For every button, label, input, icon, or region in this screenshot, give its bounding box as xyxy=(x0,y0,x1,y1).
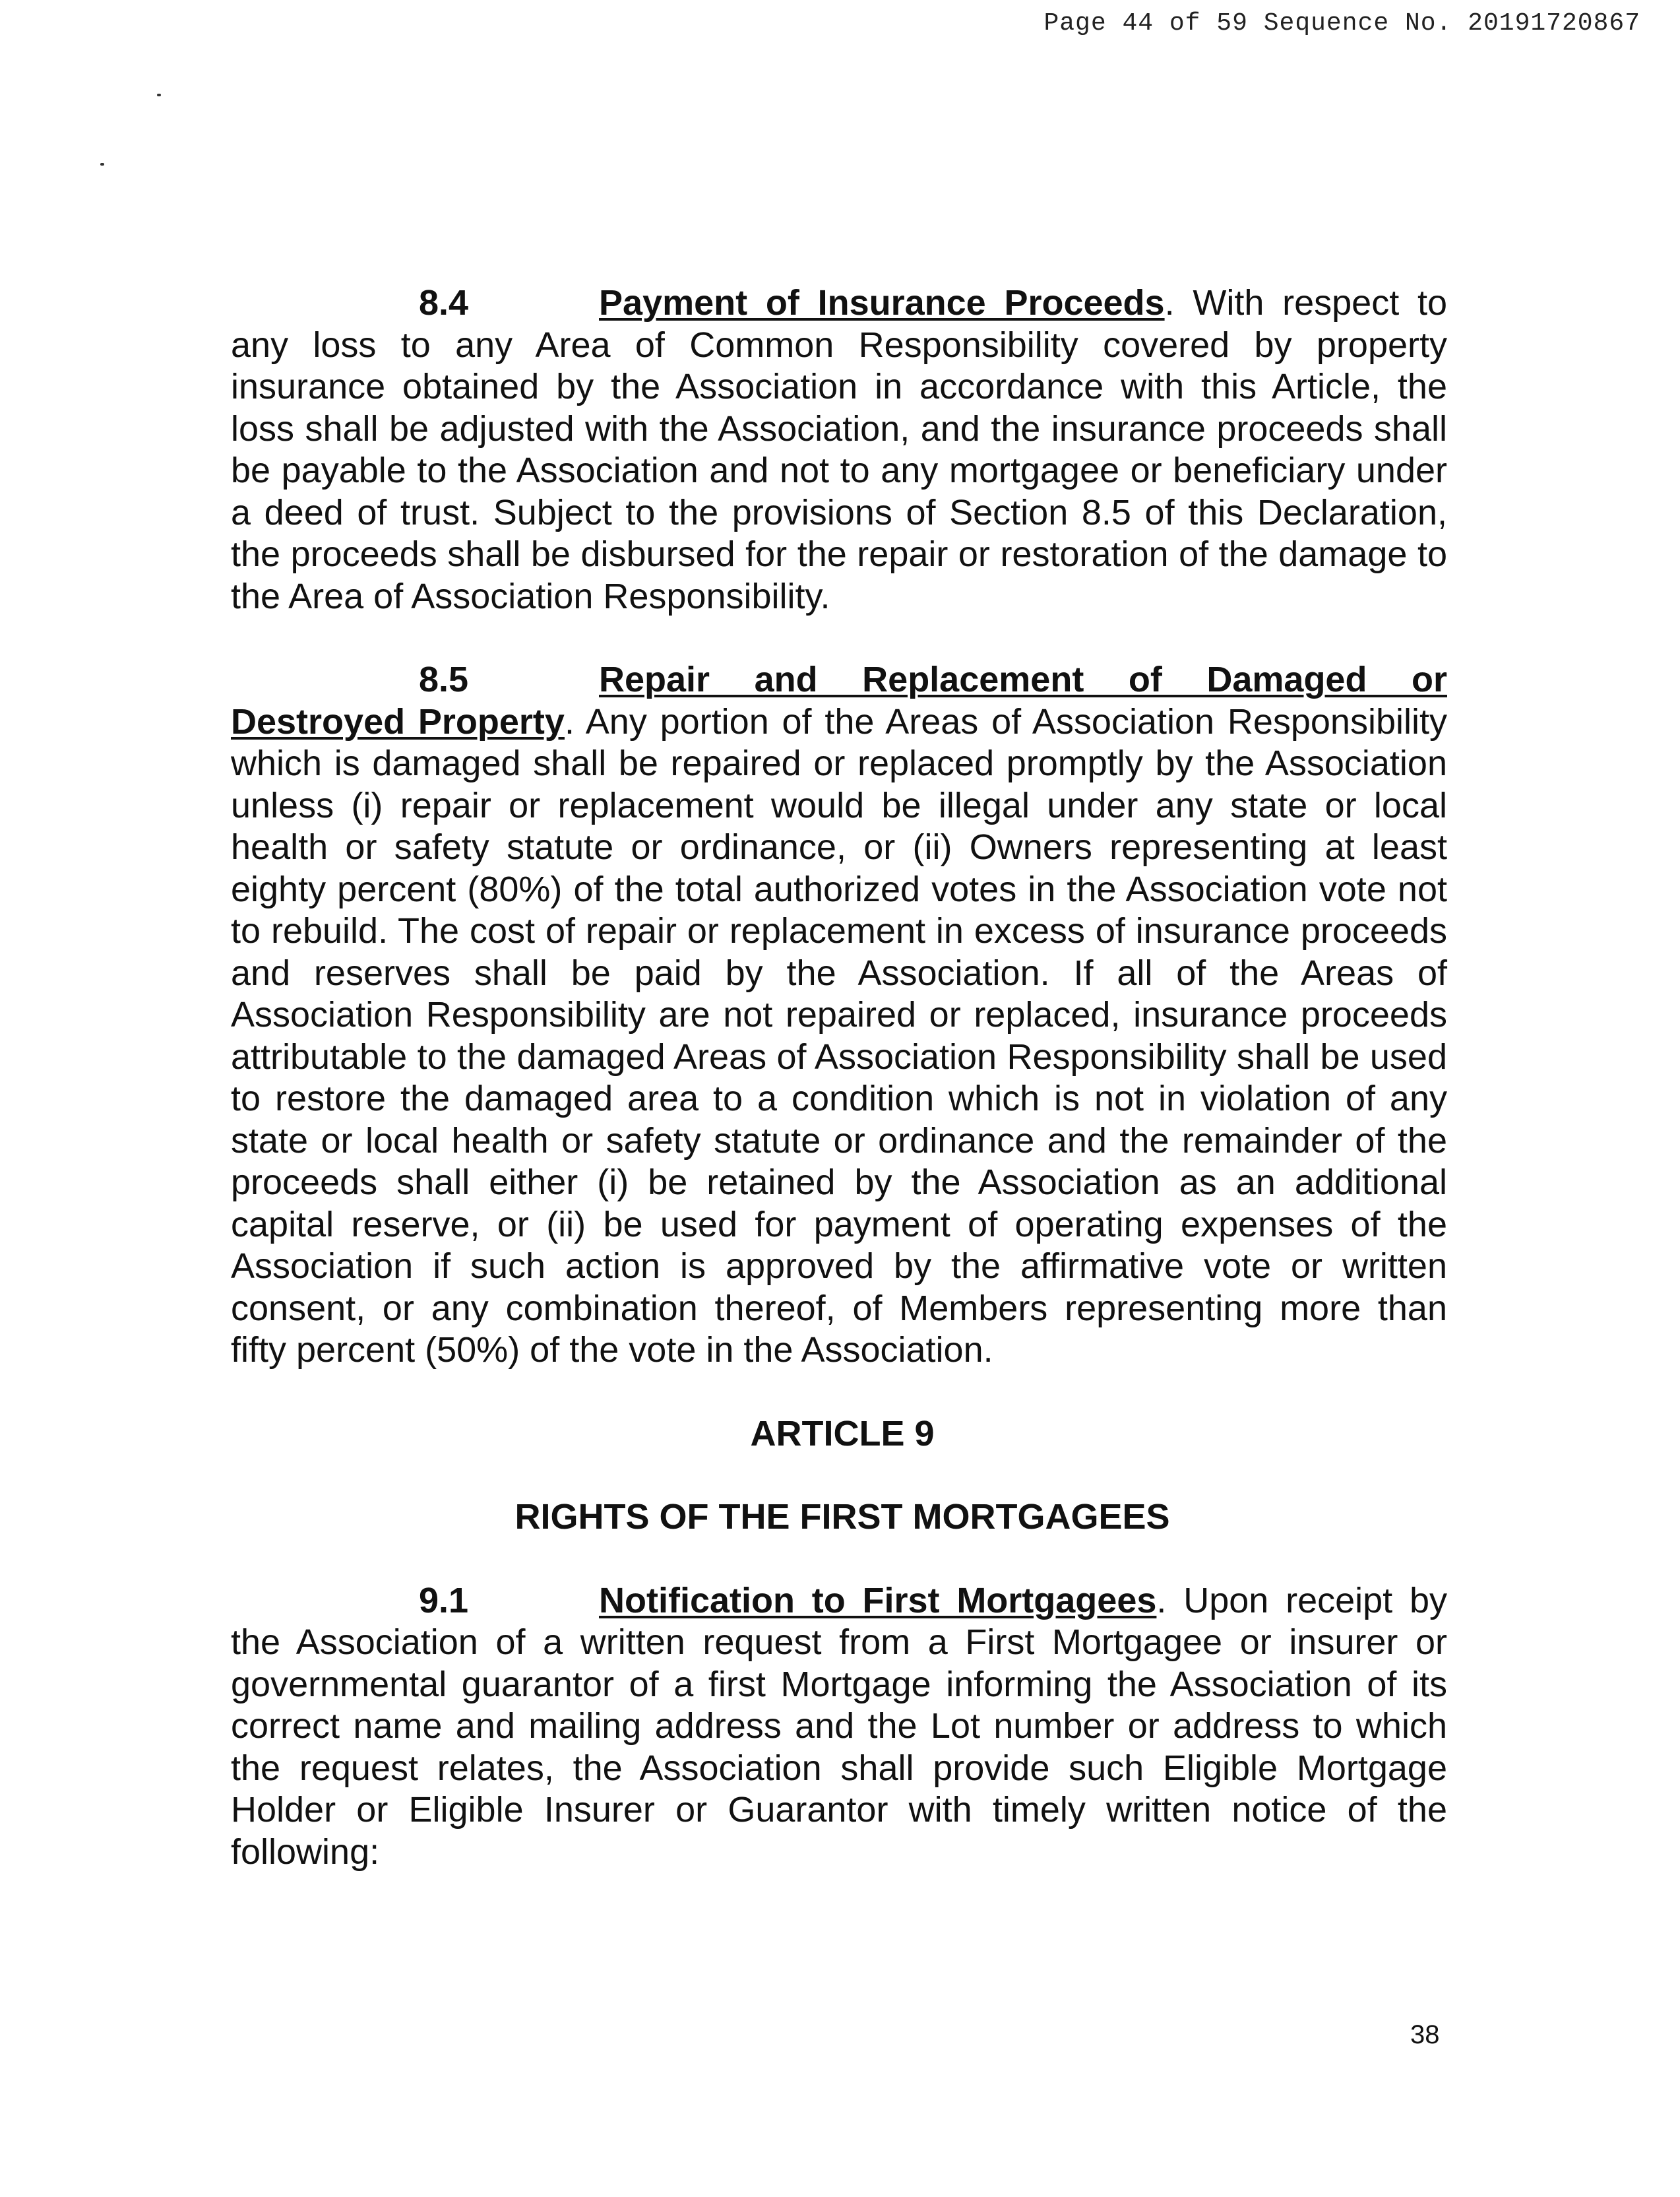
section-number: 8.5 xyxy=(419,660,469,699)
section-body: Any portion of the Areas of Association Responsibility which is damaged shall be repaired or replaced promptly by the Association unless (i) repair or replacement would be illegal under any state or local health or safety statute or ordinance, or (ii) Owners representing at least eighty percent (80%) of the total authorized votes in the Association vote not to rebuild. The cost of repair or replacement in excess of insurance proceeds and reserves shall be paid by the Association. If all of the Areas of Association Responsibility are not repaired or replaced, insurance proceeds attributable to the damaged Areas of Association Responsibility shall be used to restore the damaged area to a condition which is not in violation of any state or local health or safety statute or ordinance and the remainder of the proceeds shall either (i) be retained by the Association as an additional capital reserve, or (ii) be used for payment of operating expenses of the Association if such action is approved by the affirmative vote or written consent, or any combination thereof, of Members representing more than fifty percent (50%) of the vote in the Association. xyxy=(231,701,1447,1370)
article-title-heading: RIGHTS OF THE FIRST MORTGAGEES xyxy=(514,1497,1170,1537)
section-title: Payment of Insurance Proceeds xyxy=(599,283,1165,323)
section-title-suffix: . xyxy=(1164,283,1175,323)
article-number-heading: ARTICLE 9 xyxy=(750,1413,935,1453)
document-body xyxy=(231,282,1447,1915)
section-8-4 xyxy=(231,282,1447,618)
section-9-1 xyxy=(231,1580,1447,1874)
section-body: With respect to any loss to any Area of Common Responsibility covered by property insurance obtained by the Association in accordance with this Article, the loss shall be adjusted with the Association, and the insurance proceeds shall be payable to the Association and not to any mortgagee or beneficiary under a deed of trust. Subject to the provisions of Section 8.5 of this Declaration, the proceeds shall be disbursed for the repair or restoration of the damage to the Area of Association Responsibility. xyxy=(231,283,1447,616)
sequence-stamp: Page 44 of 59 Sequence No. 20191720867 xyxy=(1043,9,1640,38)
section-title: Repair and Replacement of Damaged or Destroyed Property xyxy=(231,660,1447,742)
section-title: Notification to First Mortgagees xyxy=(599,1580,1157,1620)
section-title-suffix: . xyxy=(1156,1580,1167,1620)
section-8-5 xyxy=(231,659,1447,1372)
scan-speck xyxy=(157,94,161,96)
scan-speck xyxy=(100,163,104,166)
page-number: 38 xyxy=(1410,2020,1440,2049)
section-number: 9.1 xyxy=(419,1580,469,1620)
section-title-suffix: . xyxy=(564,701,575,742)
section-body: Upon receipt by the Association of a written request from a First Mortgagee or insurer or governmental guarantor of a first Mortgage informing the Association of its correct name and mailing address and the Lot number or address to which the request relates, the Association shall provide such Eligible Mortgage Holder or Eligible Insurer or Guarantor with timely written notice of the following: xyxy=(231,1580,1447,1872)
section-number: 8.4 xyxy=(419,283,469,323)
